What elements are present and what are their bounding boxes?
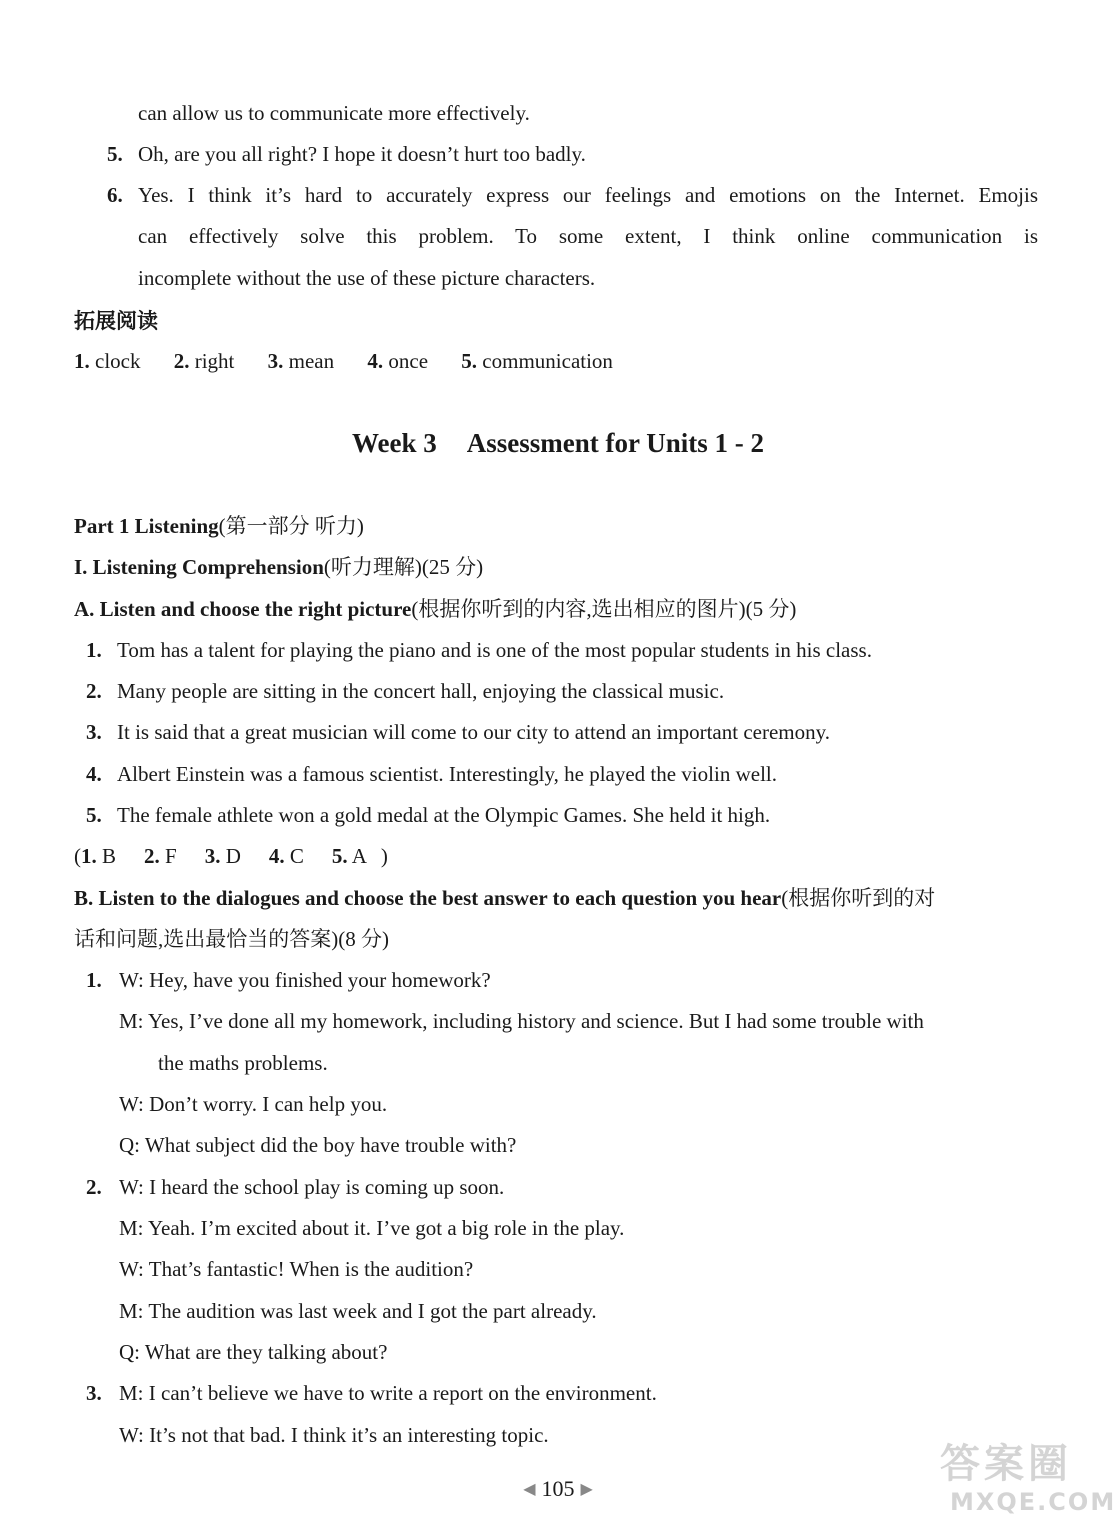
dialogue-line: M: Yes, I’ve done all my homework, including history and science. But I had some trouble with [119, 1009, 924, 1033]
subsection-b-heading-cont: 话和问题,选出最恰当的答案)(8 分) [74, 927, 389, 951]
item-number: 1. [86, 638, 102, 662]
right-triangle-icon: ▶ [580, 1481, 593, 1498]
answer-num: 5. [331, 844, 348, 868]
item-number: 1. [86, 968, 102, 992]
answer-letter: F [165, 844, 177, 868]
answer-num: 3. [267, 349, 284, 373]
dialogue-line: W: Hey, have you finished your homework? [119, 968, 491, 992]
item-number: 6. [107, 183, 123, 207]
list-item: Many people are sitting in the concert hall, enjoying the classical music. [117, 679, 725, 703]
answer-num: 2. [144, 844, 160, 868]
title-assessment: Assessment for Units 1 - 2 [466, 428, 764, 458]
text-line: can effectively solve this problem. To some extent, I think online communication is [138, 224, 1038, 248]
item-number: 3. [86, 720, 102, 744]
text-line: Yes. I think it’s hard to accurately express our feelings and emotions on the Internet. Emojis [138, 183, 1038, 207]
section-heading-zh: (听力理解)(25 分) [323, 555, 484, 579]
dialogue-line: W: That’s fantastic! When is the audition? [119, 1257, 474, 1281]
dialogue-line: W: Don’t worry. I can help you. [119, 1092, 388, 1116]
page-title [0, 425, 1116, 461]
left-triangle-icon: ◀ [523, 1481, 536, 1498]
dialogue-line: M: I can’t believe we have to write a report on the environment. [119, 1381, 657, 1405]
watermark-text: 答案圈 [940, 1441, 1072, 1487]
answer-letter: D [225, 844, 241, 868]
answer-key: (1. B 2. F 3. D 4. C 5. A ) [74, 844, 388, 868]
subsection-a-en: A. Listen and choose the right picture [74, 597, 412, 621]
page-number: 105 [541, 1476, 575, 1501]
subsection-a-heading [74, 594, 796, 624]
part-heading [74, 511, 364, 541]
dialogue-line: Q: What are they talking about? [119, 1340, 388, 1364]
item-number: 5. [86, 803, 102, 827]
dialogue-line: M: The audition was last week and I got the part already. [119, 1299, 597, 1323]
answer-letter: A [351, 844, 367, 868]
dialogue-line: Q: What subject did the boy have trouble with? [119, 1133, 517, 1157]
answer-num: 3. [204, 844, 221, 868]
answer-word: once [388, 349, 429, 373]
list-item: Albert Einstein was a famous scientist. Interestingly, he played the violin well. [117, 762, 777, 786]
answer-num: 4. [268, 844, 285, 868]
subsection-b-zh: (根据你听到的对 [781, 886, 936, 910]
answer-word: clock [95, 349, 141, 373]
list-item: Tom has a talent for playing the piano and is one of the most popular students in his class. [117, 638, 872, 662]
answer-word: mean [288, 349, 335, 373]
extended-reading-answers [74, 346, 641, 376]
dialogue-line: W: It’s not that bad. I think it’s an interesting topic. [119, 1423, 549, 1447]
dialogue-line: W: I heard the school play is coming up soon. [119, 1175, 505, 1199]
item-number: 4. [86, 762, 102, 786]
list-item: It is said that a great musician will come to our city to attend an important ceremony. [117, 720, 831, 744]
subsection-a-zh: (根据你听到的内容,选出相应的图片)(5 分) [411, 597, 797, 621]
part-heading-en: Part 1 Listening [74, 514, 219, 538]
subsection-b-heading [74, 883, 935, 913]
dialogue-line: the maths problems. [158, 1051, 328, 1075]
answer-letter: C [289, 844, 304, 868]
item-number: 5. [107, 142, 123, 166]
extended-reading-heading: 拓展阅读 [74, 309, 158, 333]
watermark-url: MXQE.COM [950, 1488, 1116, 1516]
answer-word: right [194, 349, 235, 373]
item-number: 2. [86, 679, 102, 703]
answer-num: 1. [81, 844, 97, 868]
answer-letter: B [102, 844, 117, 868]
part-heading-zh: (第一部分 听力) [218, 514, 364, 538]
text-line: Oh, are you all right? I hope it doesn’t hurt too badly. [138, 142, 586, 166]
item-number: 2. [86, 1175, 102, 1199]
item-number: 3. [86, 1381, 102, 1405]
subsection-b-en: B. Listen to the dialogues and choose the best answer to each question you hear [74, 886, 782, 910]
answer-num: 1. [74, 349, 90, 373]
section-heading [74, 552, 483, 582]
watermark-logo [940, 1440, 1116, 1532]
answer-num: 2. [173, 349, 190, 373]
answer-num: 5. [461, 349, 478, 373]
text-line: incomplete without the use of these picture characters. [138, 266, 596, 290]
title-week: Week 3 [352, 428, 437, 458]
list-item: The female athlete won a gold medal at the Olympic Games. She held it high. [117, 803, 771, 827]
section-heading-en: I. Listening Comprehension [74, 555, 324, 579]
answer-word: communication [482, 349, 613, 373]
text-line: can allow us to communicate more effectively. [138, 101, 530, 125]
answer-num: 4. [367, 349, 384, 373]
dialogue-line: M: Yeah. I’m excited about it. I’ve got a big role in the play. [119, 1216, 625, 1240]
